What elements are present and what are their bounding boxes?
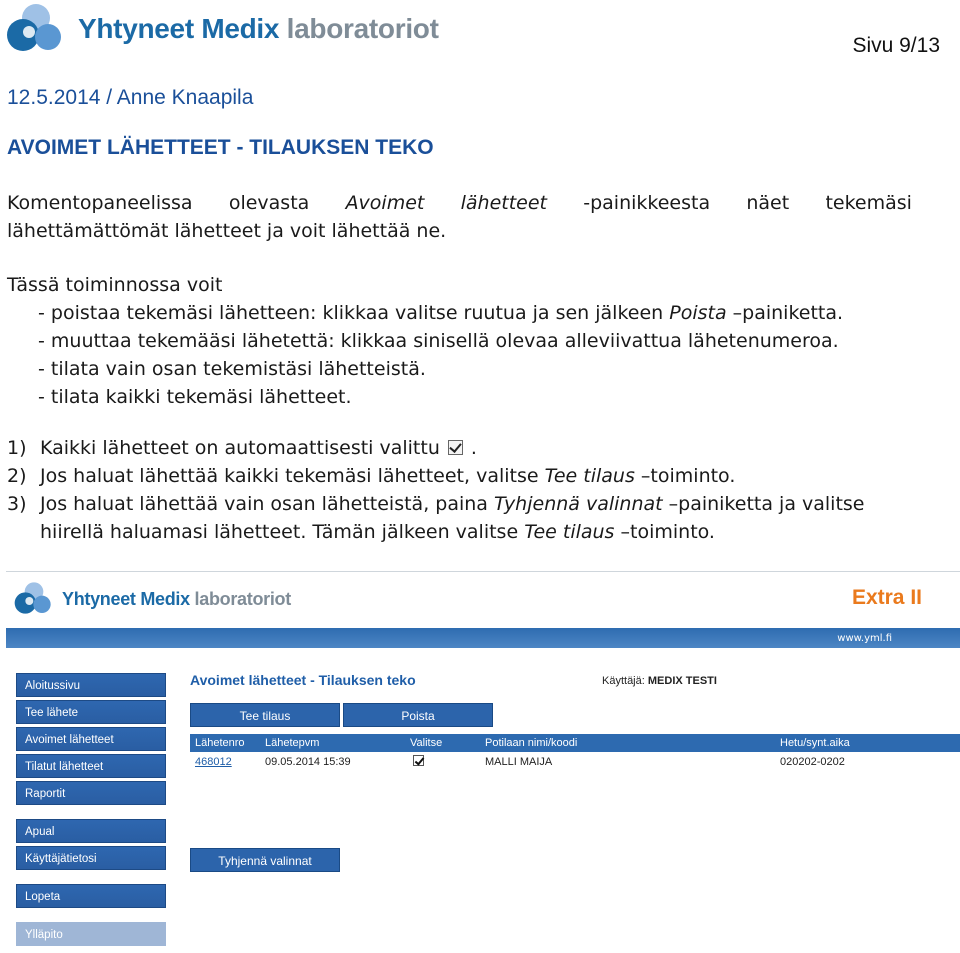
logo-name: Yhtyneet Medix <box>78 13 280 44</box>
nav-open-referrals[interactable]: Avoimet lähetteet <box>16 727 166 751</box>
patient-name: MALLI MAIJA <box>485 756 553 768</box>
functions-paragraph <box>7 271 912 411</box>
nav-reports[interactable]: Raportit <box>16 781 166 805</box>
website-link[interactable]: www.yml.fi <box>837 632 892 644</box>
nav-admin[interactable]: Ylläpito <box>16 922 166 946</box>
col-header[interactable]: Valitse <box>410 737 443 749</box>
user-name: MEDIX TESTI <box>647 675 717 687</box>
col-header[interactable]: Potilaan nimi/koodi <box>485 737 578 749</box>
nav-new-referral[interactable]: Tee lähete <box>16 700 166 724</box>
medix-logo-icon <box>14 580 54 618</box>
function-item: - poistaa tekemäsi lähetteen: klikkaa valitse ruutua ja sen jälkeen Poista –painiketta. <box>38 302 844 324</box>
step-item: 2) Jos haluat lähettää kaikki tekemäsi lähetteet, valitse Tee tilaus –toiminto. <box>7 465 736 487</box>
intro-line: lähettämättömät lähetteet ja voit lähettää ne. <box>7 220 447 242</box>
page-title: Avoimet lähetteet - Tilauksen teko <box>190 672 416 688</box>
functions-heading: Tässä toiminnossa voit <box>7 274 223 296</box>
app-screenshot <box>6 571 960 953</box>
nav-help[interactable]: Apual <box>16 819 166 843</box>
col-header[interactable]: Hetu/synt.aika <box>780 737 850 749</box>
intro-word: -painikkeesta <box>583 192 711 214</box>
table-row <box>190 752 960 772</box>
intro-word: näet <box>746 192 790 214</box>
nav-home[interactable]: Aloitussivu <box>16 673 166 697</box>
function-item: - tilata kaikki tekemäsi lähetteet. <box>38 386 352 408</box>
patient-ssn: 020202-0202 <box>780 756 845 768</box>
app-logo-text <box>62 589 291 610</box>
app-header <box>6 572 960 628</box>
step-item: 3) Jos haluat lähettää vain osan lähetteistä, paina Tyhjennä valinnat –painiketta ja valitse hiirellä haluamasi lähetteet. Tämän jälkeen valitse Tee tilaus –toiminto. <box>7 493 865 543</box>
medix-logo-icon <box>6 2 66 56</box>
main-content <box>190 672 960 868</box>
nav-logout[interactable]: Lopeta <box>16 884 166 908</box>
referral-date: 09.05.2014 15:39 <box>265 756 351 768</box>
user-info <box>602 675 717 687</box>
referrals-table <box>190 734 960 772</box>
intro-word: olevasta <box>228 192 310 214</box>
intro-word: tekemäsi <box>825 192 912 214</box>
checkbox-checked-icon <box>448 440 463 455</box>
product-name: Extra II <box>851 586 922 609</box>
intro-paragraph <box>7 189 912 245</box>
intro-word-emphasis: Avoimet <box>345 192 425 214</box>
logo-suffix: laboratoriot <box>194 588 291 609</box>
nav-user-info[interactable]: Käyttäjätietosi <box>16 846 166 870</box>
logo-name: Yhtyneet Medix <box>62 588 190 609</box>
date-author: 12.5.2014 / Anne Knaapila <box>7 86 254 109</box>
steps-list <box>7 434 912 546</box>
step-item: 1) Kaikki lähetteet on automaattisesti valittu . <box>7 437 477 459</box>
action-buttons <box>190 703 493 727</box>
document-title: AVOIMET LÄHETTEET - TILAUKSEN TEKO <box>7 136 434 159</box>
function-item: - muuttaa tekemääsi lähetettä: klikkaa sinisellä olevaa alleviivattua lähetenumeroa. <box>38 330 839 352</box>
function-item: - tilata vain osan tekemistäsi lähetteistä. <box>38 358 426 380</box>
clear-selections-button[interactable]: Tyhjennä valinnat <box>190 848 340 872</box>
intro-word: Komentopaneelissa <box>7 192 193 214</box>
table-header <box>190 734 960 752</box>
intro-word-emphasis: lähetteet <box>460 192 547 214</box>
page-number: Sivu 9/13 <box>852 34 940 57</box>
user-label: Käyttäjä: <box>602 675 645 687</box>
logo-suffix: laboratoriot <box>286 13 439 44</box>
col-header[interactable]: Lähetenro <box>195 737 245 749</box>
referral-number-link[interactable]: 468012 <box>195 756 232 768</box>
document-logo <box>6 2 439 56</box>
select-checkbox[interactable] <box>413 755 424 766</box>
app-top-bar <box>6 628 960 648</box>
delete-button[interactable]: Poista <box>343 703 493 727</box>
order-button[interactable]: Tee tilaus <box>190 703 340 727</box>
app-logo <box>14 580 291 618</box>
side-nav <box>16 673 166 949</box>
col-header[interactable]: Lähetepvm <box>265 737 320 749</box>
document-logo-text <box>78 13 439 45</box>
nav-ordered-referrals[interactable]: Tilatut lähetteet <box>16 754 166 778</box>
